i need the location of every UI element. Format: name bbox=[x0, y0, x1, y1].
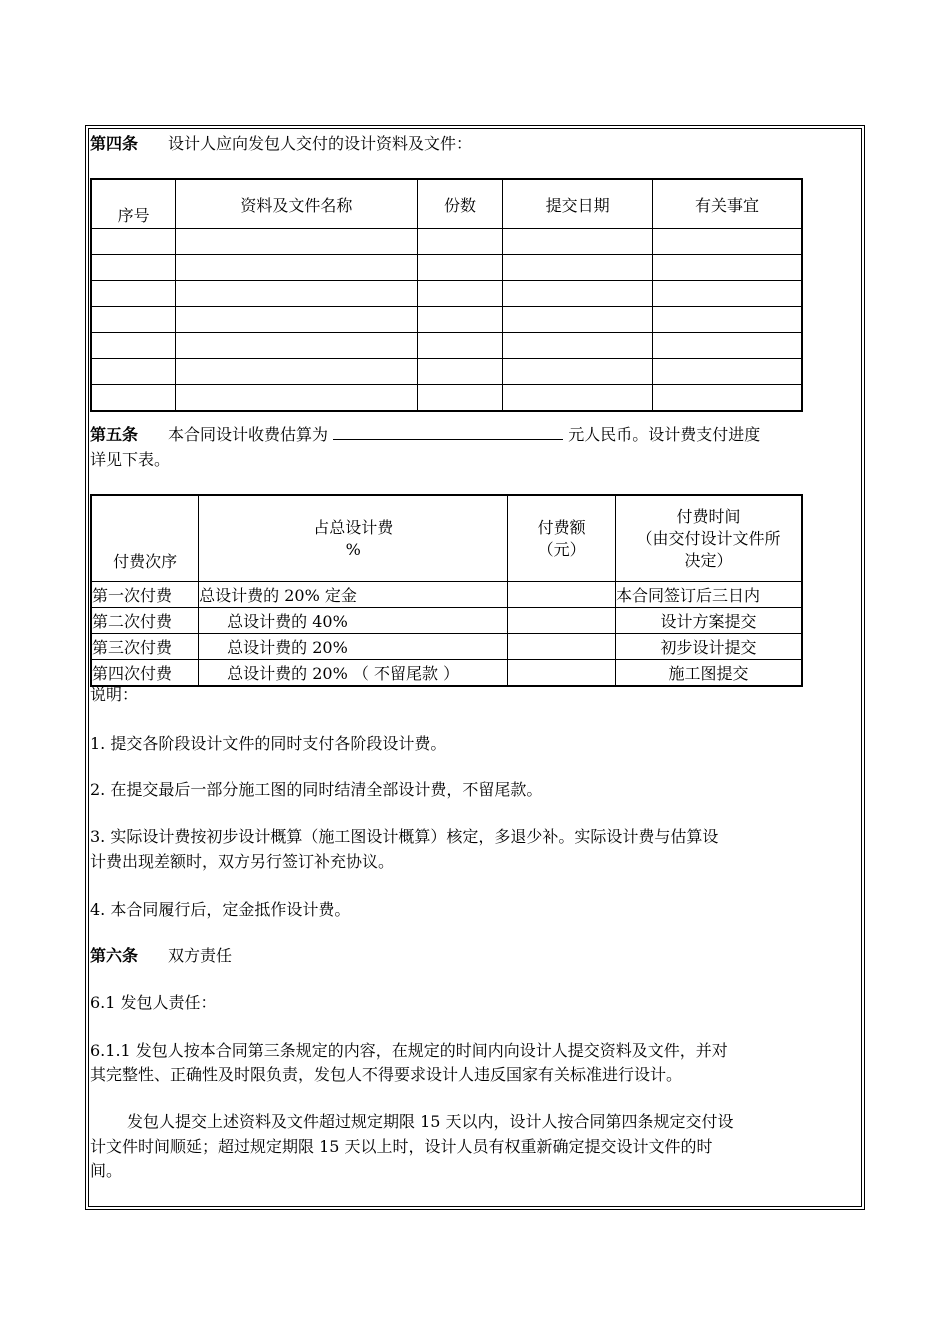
table-cell[interactable] bbox=[503, 229, 653, 255]
payment-amount[interactable] bbox=[508, 634, 616, 660]
article-4-text: 设计人应向发包人交付的设计资料及文件： bbox=[168, 134, 473, 153]
paragraph-line3: 间。 bbox=[90, 1161, 123, 1180]
header-percent bbox=[199, 495, 508, 582]
table-cell[interactable] bbox=[91, 333, 176, 359]
table-cell[interactable] bbox=[503, 385, 653, 412]
table-row bbox=[91, 385, 802, 412]
article-4-heading bbox=[90, 133, 472, 155]
table-cell[interactable] bbox=[417, 229, 503, 255]
table-cell[interactable] bbox=[503, 307, 653, 333]
payment-percent: 总设计费的 20% 定金 bbox=[199, 582, 508, 608]
payment-percent: 总设计费的 20% bbox=[199, 634, 508, 660]
table-cell[interactable] bbox=[91, 359, 176, 385]
payment-amount[interactable] bbox=[508, 660, 616, 687]
table-cell[interactable] bbox=[417, 359, 503, 385]
table-cell[interactable] bbox=[417, 333, 503, 359]
paragraph-line1: 发包人提交上述资料及文件超过规定期限 15 天以内，设计人按合同第四条规定交付设 bbox=[127, 1112, 734, 1131]
table-row bbox=[91, 608, 802, 634]
table-cell[interactable] bbox=[91, 307, 176, 333]
payment-order: 第一次付费 bbox=[91, 582, 199, 608]
note-2: 2. 在提交最后一部分施工图的同时结清全部设计费，不留尾款。 bbox=[90, 780, 543, 799]
payment-order: 第四次付费 bbox=[91, 660, 199, 687]
table-cell[interactable] bbox=[176, 385, 417, 412]
table-cell[interactable] bbox=[503, 359, 653, 385]
header-copies: 份数 bbox=[417, 179, 503, 229]
table-cell[interactable] bbox=[176, 333, 417, 359]
table-cell[interactable] bbox=[652, 333, 802, 359]
table-row bbox=[91, 333, 802, 359]
table-cell[interactable] bbox=[91, 281, 176, 307]
header-time-line3: 决定） bbox=[684, 550, 733, 570]
paragraph-line2: 计文件时间顺延；超过规定期限 15 天以上时，设计人员有权重新确定提交设计文件的时 bbox=[90, 1137, 713, 1156]
article-5-label: 第五条 bbox=[90, 425, 139, 444]
article-6-heading bbox=[90, 945, 232, 967]
note-4: 4. 本合同履行后，定金抵作设计费。 bbox=[90, 900, 351, 919]
table-cell[interactable] bbox=[91, 229, 176, 255]
payment-percent: 总设计费的 40% bbox=[199, 608, 508, 634]
payment-time: 施工图提交 bbox=[616, 660, 802, 687]
table-cell[interactable] bbox=[503, 281, 653, 307]
header-amount bbox=[508, 495, 616, 582]
note-3-line2: 计费出现差额时，双方另行签订补充协议。 bbox=[90, 852, 395, 871]
payment-amount[interactable] bbox=[508, 582, 616, 608]
payment-table bbox=[90, 494, 803, 687]
article-5-text-c: 详见下表。 bbox=[90, 450, 171, 469]
payment-time: 初步设计提交 bbox=[616, 634, 802, 660]
payment-time: 本合同签订后三日内 bbox=[616, 582, 802, 608]
header-order: 付费次序 bbox=[91, 495, 199, 582]
documents-table bbox=[90, 178, 803, 412]
table-cell[interactable] bbox=[176, 255, 417, 281]
header-notes: 有关事宜 bbox=[652, 179, 802, 229]
section-6-1-1-line2: 其完整性、正确性及时限负责，发包人不得要求设计人违反国家有关标准进行设计。 bbox=[90, 1065, 683, 1084]
table-cell[interactable] bbox=[417, 385, 503, 412]
table-cell[interactable] bbox=[417, 281, 503, 307]
section-6-1: 6.1 发包人责任： bbox=[90, 993, 217, 1012]
payment-table-header bbox=[91, 495, 802, 582]
notes-title: 说明： bbox=[90, 685, 139, 704]
article-5-heading bbox=[90, 424, 760, 446]
table-row bbox=[91, 359, 802, 385]
header-time bbox=[616, 495, 802, 582]
table-row bbox=[91, 307, 802, 333]
table-cell[interactable] bbox=[417, 255, 503, 281]
article-6-label: 第六条 bbox=[90, 946, 139, 965]
payment-order: 第二次付费 bbox=[91, 608, 199, 634]
header-date: 提交日期 bbox=[503, 179, 653, 229]
header-amount-line2: （元） bbox=[537, 539, 586, 559]
table-row bbox=[91, 660, 802, 687]
article-5-text-b: 元人民币。设计费支付进度 bbox=[568, 425, 761, 444]
table-cell[interactable] bbox=[652, 359, 802, 385]
table-row bbox=[91, 582, 802, 608]
table-cell[interactable] bbox=[652, 385, 802, 412]
table-cell[interactable] bbox=[176, 359, 417, 385]
table-cell[interactable] bbox=[91, 255, 176, 281]
payment-order: 第三次付费 bbox=[91, 634, 199, 660]
table-cell[interactable] bbox=[91, 385, 176, 412]
article-4-label: 第四条 bbox=[90, 134, 139, 153]
table-row bbox=[91, 255, 802, 281]
table-cell[interactable] bbox=[176, 307, 417, 333]
table-row bbox=[91, 281, 802, 307]
header-percent-line2: % bbox=[345, 539, 361, 559]
table-cell[interactable] bbox=[503, 333, 653, 359]
header-time-line1: 付费时间 bbox=[676, 506, 741, 526]
header-time-line2: （由交付设计文件所 bbox=[636, 528, 781, 548]
payment-time: 设计方案提交 bbox=[616, 608, 802, 634]
fee-estimate-blank[interactable] bbox=[333, 425, 563, 440]
table-cell[interactable] bbox=[652, 229, 802, 255]
article-5-text-a: 本合同设计收费估算为 bbox=[168, 425, 329, 444]
payment-percent: 总设计费的 20% （ 不留尾款 ） bbox=[199, 660, 508, 687]
payment-amount[interactable] bbox=[508, 608, 616, 634]
header-percent-line1: 占总设计费 bbox=[313, 517, 394, 537]
table-cell[interactable] bbox=[176, 281, 417, 307]
table-row bbox=[91, 634, 802, 660]
table-cell[interactable] bbox=[503, 255, 653, 281]
header-serial: 序号 bbox=[91, 179, 176, 229]
table-cell[interactable] bbox=[652, 255, 802, 281]
note-3-line1: 3. 实际设计费按初步设计概算（施工图设计概算）核定，多退少补。实际设计费与估算设 bbox=[90, 827, 719, 846]
table-cell[interactable] bbox=[417, 307, 503, 333]
documents-table-header bbox=[91, 179, 802, 229]
header-amount-line1: 付费额 bbox=[537, 517, 586, 537]
note-1: 1. 提交各阶段设计文件的同时支付各阶段设计费。 bbox=[90, 734, 447, 753]
article-6-text: 双方责任 bbox=[168, 946, 233, 965]
table-row bbox=[91, 229, 802, 255]
section-6-1-1-line1: 6.1.1 发包人按本合同第三条规定的内容，在规定的时间内向设计人提交资料及文件，并对 bbox=[90, 1041, 728, 1060]
header-name: 资料及文件名称 bbox=[176, 179, 417, 229]
table-cell[interactable] bbox=[176, 229, 417, 255]
table-cell[interactable] bbox=[652, 281, 802, 307]
table-cell[interactable] bbox=[652, 307, 802, 333]
